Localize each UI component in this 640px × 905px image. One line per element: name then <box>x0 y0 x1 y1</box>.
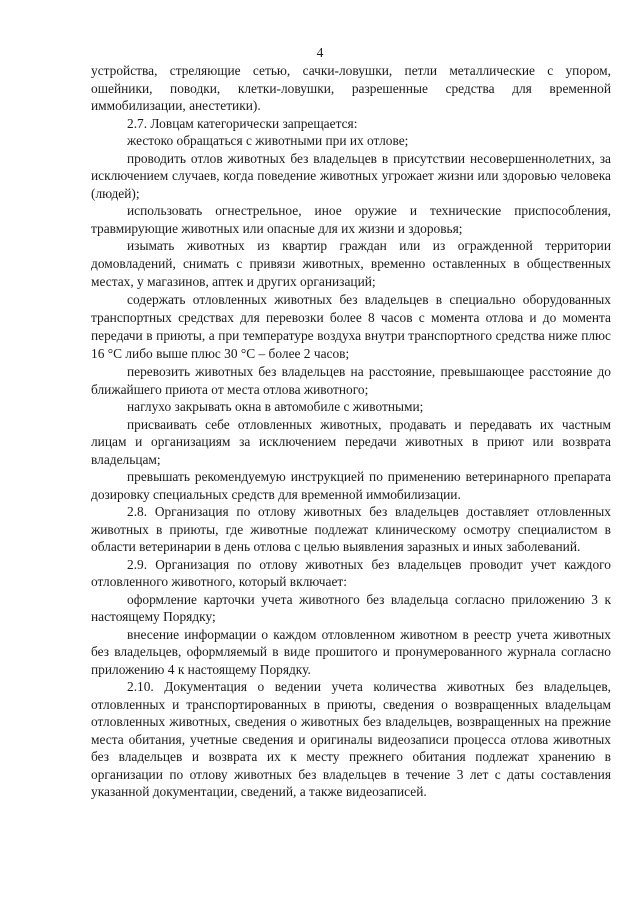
section-2-10: 2.10. Документация о ведении учета количества животных без владельцев, отловленных и транспортированных в приюты, сведения о возвращенных владельцам отловленных животных, сведения о животных без владельцев, возвращенных на прежние места обитания, учетные сведения и оригиналы видеозаписи процесса отлова животных без владельцев и возврата их к месту прежнего обитания подлежат хранению в организации по отлову животных без владельцев в течение 3 лет с даты составления указанной документации, сведений, а также видеозаписей. <box>91 679 611 799</box>
list-item: внесение информации о каждом отловленном животном в реестр учета животных без владельцев, оформляемый в виде прошитого и пронумерованного журнала согласно приложению 4 к настоящему Порядку. <box>91 626 611 677</box>
list-item: превышать рекомендуемую инструкцией по применению ветеринарного препарата дозировку специальных средств для временной иммобилизации. <box>91 469 611 502</box>
page-number: 4 <box>316 45 324 60</box>
list-item: проводить отлов животных без владельцев в присутствии несовершеннолетних, за исключением случаев, когда поведение животных угрожает жизни или здоровью человека (людей); <box>91 150 611 201</box>
list-item: содержать отловленных животных без владельцев в специально оборудованных транспортных средствах для перевозки более 8 часов с момента отлова и до момента передачи в приюты, а при температуре воздуха внутри транспортного средства ниже плюс 16 °С либо выше плюс 30 °С – более 2 часов; <box>91 292 611 361</box>
section-2-8: 2.8. Организация по отлову животных без владельцев доставляет отловленных животных в приюты, где животные подлежат клиническому осмотру специалистом в области ветеринарии в день отлова с целью выявления заразных и иных заболеваний. <box>91 504 611 554</box>
list-item: наглухо закрывать окна в автомобиле с животными; <box>127 399 424 414</box>
list-item: перевозить животных без владельцев на расстояние, превышающее расстояние до ближайшего приюта от места отлова животного; <box>91 364 611 397</box>
list-item: присваивать себе отловленных животных, продавать и передавать их частным лицам и организациям за исключением передачи животных в приют или возврата владельцам; <box>91 416 611 467</box>
list-item: оформление карточки учета животного без владельца согласно приложению 3 к настоящему Порядку; <box>91 591 611 624</box>
document-body <box>91 62 611 801</box>
list-item: использовать огнестрельное, иное оружие и технические приспособления, травмирующие животных или опасные для их жизни и здоровья; <box>91 203 611 236</box>
list-item: жестоко обращаться с животными при их отлове; <box>127 133 409 148</box>
section-2-9: 2.9. Организация по отлову животных без владельцев проводит учет каждого отловленного животного, который включает: <box>91 556 611 589</box>
section-2-7-heading: 2.7. Ловцам категорически запрещается: <box>127 115 358 131</box>
paragraph-continuation: устройства, стреляющие сетью, сачки-ловушки, петли металлические с упором, ошейники, поводки, клетки-ловушки, разрешенные средства для временной иммобилизации, анестетики). <box>91 63 611 113</box>
list-item: изымать животных из квартир граждан или из огражденной территории домовладений, снимать с привязи животных, временно оставленных в общественных местах, у магазинов, аптек и других организаций; <box>91 238 611 289</box>
